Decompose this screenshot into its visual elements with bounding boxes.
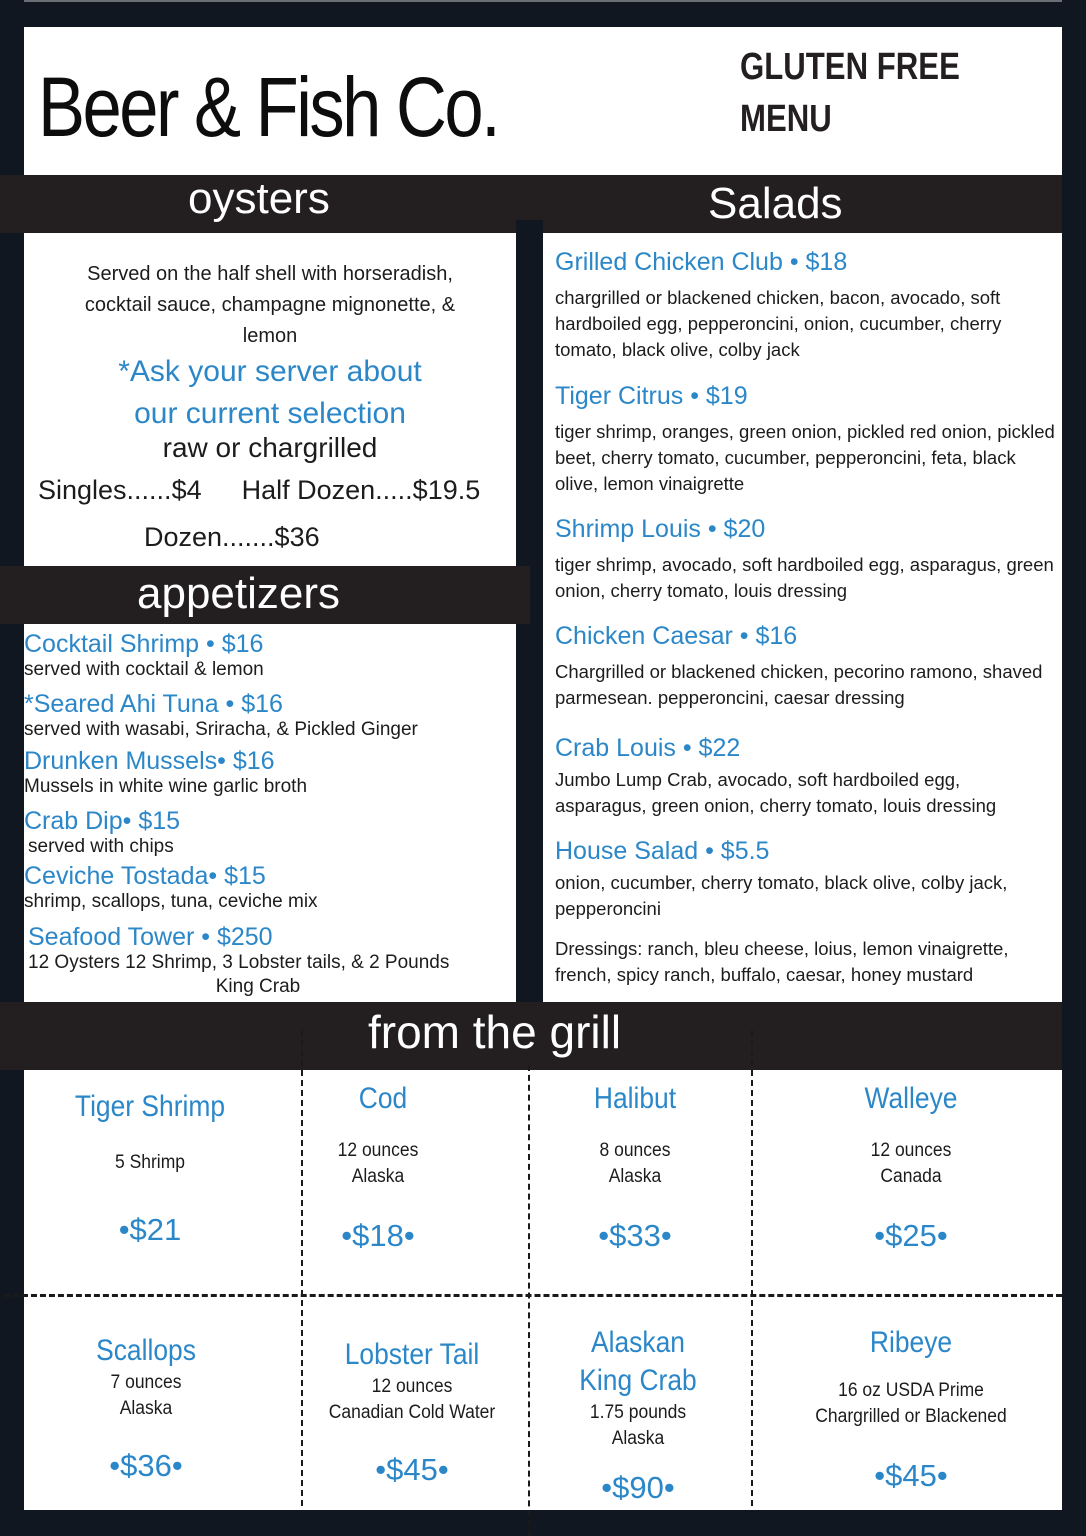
grill-item bbox=[754, 1080, 1068, 1254]
grill-item-price: •$45• bbox=[874, 1458, 948, 1493]
grill-heading: from the grill bbox=[368, 1006, 622, 1058]
grill-divider-horizontal bbox=[4, 1294, 1062, 1297]
grill-item-name: Scallops bbox=[96, 1334, 196, 1367]
grill-item-desc: Canadian Cold Water bbox=[328, 1402, 496, 1423]
grill-item bbox=[530, 1324, 746, 1506]
grill-item-desc: 1.75 pounds bbox=[589, 1402, 687, 1423]
menu-type-line-2: MENU bbox=[740, 98, 832, 140]
grill-divider-vertical bbox=[528, 1065, 530, 1536]
salad-name: House Salad • $5.5 bbox=[555, 837, 770, 865]
grill-item bbox=[24, 1332, 268, 1484]
appetizer-description: served with cocktail & lemon bbox=[24, 659, 264, 680]
appetizer-name: Ceviche Tostada• $15 bbox=[24, 862, 266, 890]
grill-item-name: Alaskan bbox=[591, 1326, 685, 1359]
appetizer-description: Mussels in white wine garlic broth bbox=[24, 776, 308, 797]
salad-dressings: Dressings: ranch, bleu cheese, loius, lemon vinaigrette, french, spicy ranch, buffalo, caesar, honey mustard bbox=[555, 938, 1009, 985]
brand-name: Beer & Fish Co. bbox=[38, 60, 499, 154]
appetizer-item bbox=[24, 690, 418, 742]
appetizer-description: served with chips bbox=[28, 836, 174, 857]
grill-item-desc: 16 oz USDA Prime bbox=[838, 1380, 984, 1401]
grill-item-name: Tiger Shrimp bbox=[74, 1090, 226, 1123]
salad-item bbox=[555, 247, 1055, 363]
appetizer-item bbox=[28, 923, 488, 999]
appetizers-heading: appetizers bbox=[137, 569, 341, 618]
salad-item bbox=[555, 733, 1055, 819]
oysters-description-line: Served on the half shell with horseradish, bbox=[87, 263, 453, 285]
grill-item-price: •$36• bbox=[109, 1448, 183, 1483]
salads-heading: Salads bbox=[708, 179, 843, 228]
oysters-section bbox=[24, 233, 516, 566]
price-singles: Singles......$4 bbox=[38, 475, 202, 505]
appetizer-name: *Seared Ahi Tuna • $16 bbox=[24, 690, 283, 718]
appetizers-section bbox=[24, 624, 516, 1002]
grill-item-desc: Alaska bbox=[608, 1166, 662, 1187]
oysters-description bbox=[44, 259, 496, 352]
oysters-description-line: lemon bbox=[242, 325, 298, 347]
grill-item-desc: Alaska bbox=[351, 1166, 405, 1187]
appetizer-name: Crab Dip• $15 bbox=[24, 807, 181, 835]
grill-item bbox=[530, 1080, 740, 1254]
grill-item-price: •$33• bbox=[598, 1218, 672, 1253]
grill-item-desc: Canada bbox=[880, 1166, 942, 1187]
grill-item-desc: 12 ounces bbox=[371, 1376, 453, 1397]
menu-type-label bbox=[740, 41, 960, 145]
appetizer-item bbox=[24, 747, 307, 799]
oysters-ask-server bbox=[24, 351, 516, 435]
price-half-dozen: Half Dozen.....$19.5 bbox=[241, 475, 481, 505]
salad-description: Jumbo Lump Crab, avocado, soft hardboiled egg, asparagus, green onion, cherry tomato, louis dressing bbox=[555, 769, 997, 816]
oysters-heading: oysters bbox=[188, 174, 330, 223]
grill-item-desc: 5 Shrimp bbox=[115, 1152, 185, 1173]
menu-type-line-1: GLUTEN FREE bbox=[740, 46, 960, 88]
salad-name: Chicken Caesar • $16 bbox=[555, 622, 798, 650]
grill-item-name: Lobster Tail bbox=[344, 1338, 480, 1371]
grill-item-desc: 12 ounces bbox=[337, 1140, 419, 1161]
oysters-style: raw or chargrilled bbox=[162, 432, 378, 463]
salad-description: tiger shrimp, avocado, soft hardboiled egg, asparagus, green onion, cherry tomato, louis dressing bbox=[555, 554, 1054, 601]
grill-item-desc: 8 ounces bbox=[599, 1140, 671, 1161]
grill-item-name: Halibut bbox=[593, 1082, 677, 1115]
grill-item-name-line-2: King Crab bbox=[579, 1364, 697, 1397]
salad-item bbox=[555, 514, 1055, 604]
grill-section bbox=[24, 1070, 1062, 1510]
top-border-line bbox=[24, 0, 1062, 2]
grill-item-desc: 12 ounces bbox=[870, 1140, 952, 1161]
salad-name: Shrimp Louis • $20 bbox=[555, 515, 766, 543]
ask-server-line: *Ask your server about bbox=[118, 355, 422, 388]
menu-header bbox=[24, 27, 1062, 175]
grill-item-body bbox=[302, 1080, 554, 1254]
oysters-prices bbox=[38, 473, 480, 507]
appetizer-description: shrimp, scallops, tuna, ceviche mix bbox=[24, 891, 318, 912]
price-dozen: Dozen.......$36 bbox=[144, 522, 320, 552]
grill-item-price: •$21 bbox=[118, 1212, 182, 1247]
grill-item bbox=[302, 1336, 522, 1488]
section-band-grill bbox=[0, 1002, 1062, 1070]
grill-item-name: Ribeye bbox=[869, 1326, 953, 1359]
grill-item-desc: Alaska bbox=[119, 1398, 173, 1419]
grill-divider-vertical bbox=[751, 1030, 753, 1506]
appetizer-description: 12 Oysters 12 Shrimp, 3 Lobster tails, & 2 Pounds bbox=[28, 952, 450, 973]
appetizer-name: Seafood Tower • $250 bbox=[28, 923, 273, 951]
salad-description: tiger shrimp, oranges, green onion, pickled red onion, pickled beet, cherry tomato, cucumber, pepperoncini, feta, black olive, lemon vinaigrette bbox=[555, 421, 1055, 494]
salads-section bbox=[543, 233, 1062, 1002]
oysters-description-line: cocktail sauce, champagne mignonette, & bbox=[84, 294, 456, 316]
appetizer-item bbox=[24, 807, 180, 859]
grill-item-desc: 7 ounces bbox=[110, 1372, 182, 1393]
appetizer-description-line-2: King Crab bbox=[215, 976, 301, 997]
salad-name: Grilled Chicken Club • $18 bbox=[555, 248, 848, 276]
grill-item-price: •$25• bbox=[874, 1218, 948, 1253]
salad-item bbox=[555, 381, 1055, 497]
grill-item-price: •$90• bbox=[601, 1470, 675, 1505]
salad-description: chargrilled or blackened chicken, bacon, avocado, soft hardboiled egg, pepperoncini, onion, cucumber, cherry tomato, black olive, colby jack bbox=[555, 287, 1002, 360]
appetizer-description: served with wasabi, Sriracha, & Pickled Ginger bbox=[24, 719, 418, 740]
grill-item-desc: Alaska bbox=[611, 1428, 665, 1449]
grill-divider-vertical bbox=[301, 1030, 303, 1506]
grill-item-price: •$45• bbox=[375, 1452, 449, 1487]
grill-item-name: Walleye bbox=[864, 1082, 958, 1115]
appetizer-name: Cocktail Shrimp • $16 bbox=[24, 630, 264, 658]
appetizer-item bbox=[24, 862, 318, 914]
salad-name: Tiger Citrus • $19 bbox=[555, 382, 748, 410]
ask-server-line: our current selection bbox=[134, 397, 406, 430]
appetizer-name: Drunken Mussels• $16 bbox=[24, 747, 275, 775]
salad-item bbox=[555, 621, 1055, 711]
grill-item-desc: Chargrilled or Blackened bbox=[815, 1406, 1007, 1427]
salad-name: Crab Louis • $22 bbox=[555, 734, 741, 762]
grill-item-name: Cod bbox=[358, 1082, 408, 1115]
grill-item bbox=[754, 1324, 1068, 1494]
grill-item-price: •$18• bbox=[341, 1218, 415, 1253]
salad-description: onion, cucumber, cherry tomato, black olive, colby jack, pepperoncini bbox=[555, 872, 1008, 919]
appetizer-item bbox=[24, 630, 264, 682]
salad-item bbox=[555, 836, 1055, 922]
salad-description: Chargrilled or blackened chicken, pecorino ramono, shaved parmesean. pepperoncini, caesar dressing bbox=[555, 661, 1043, 708]
section-band-appetizers bbox=[0, 566, 530, 624]
